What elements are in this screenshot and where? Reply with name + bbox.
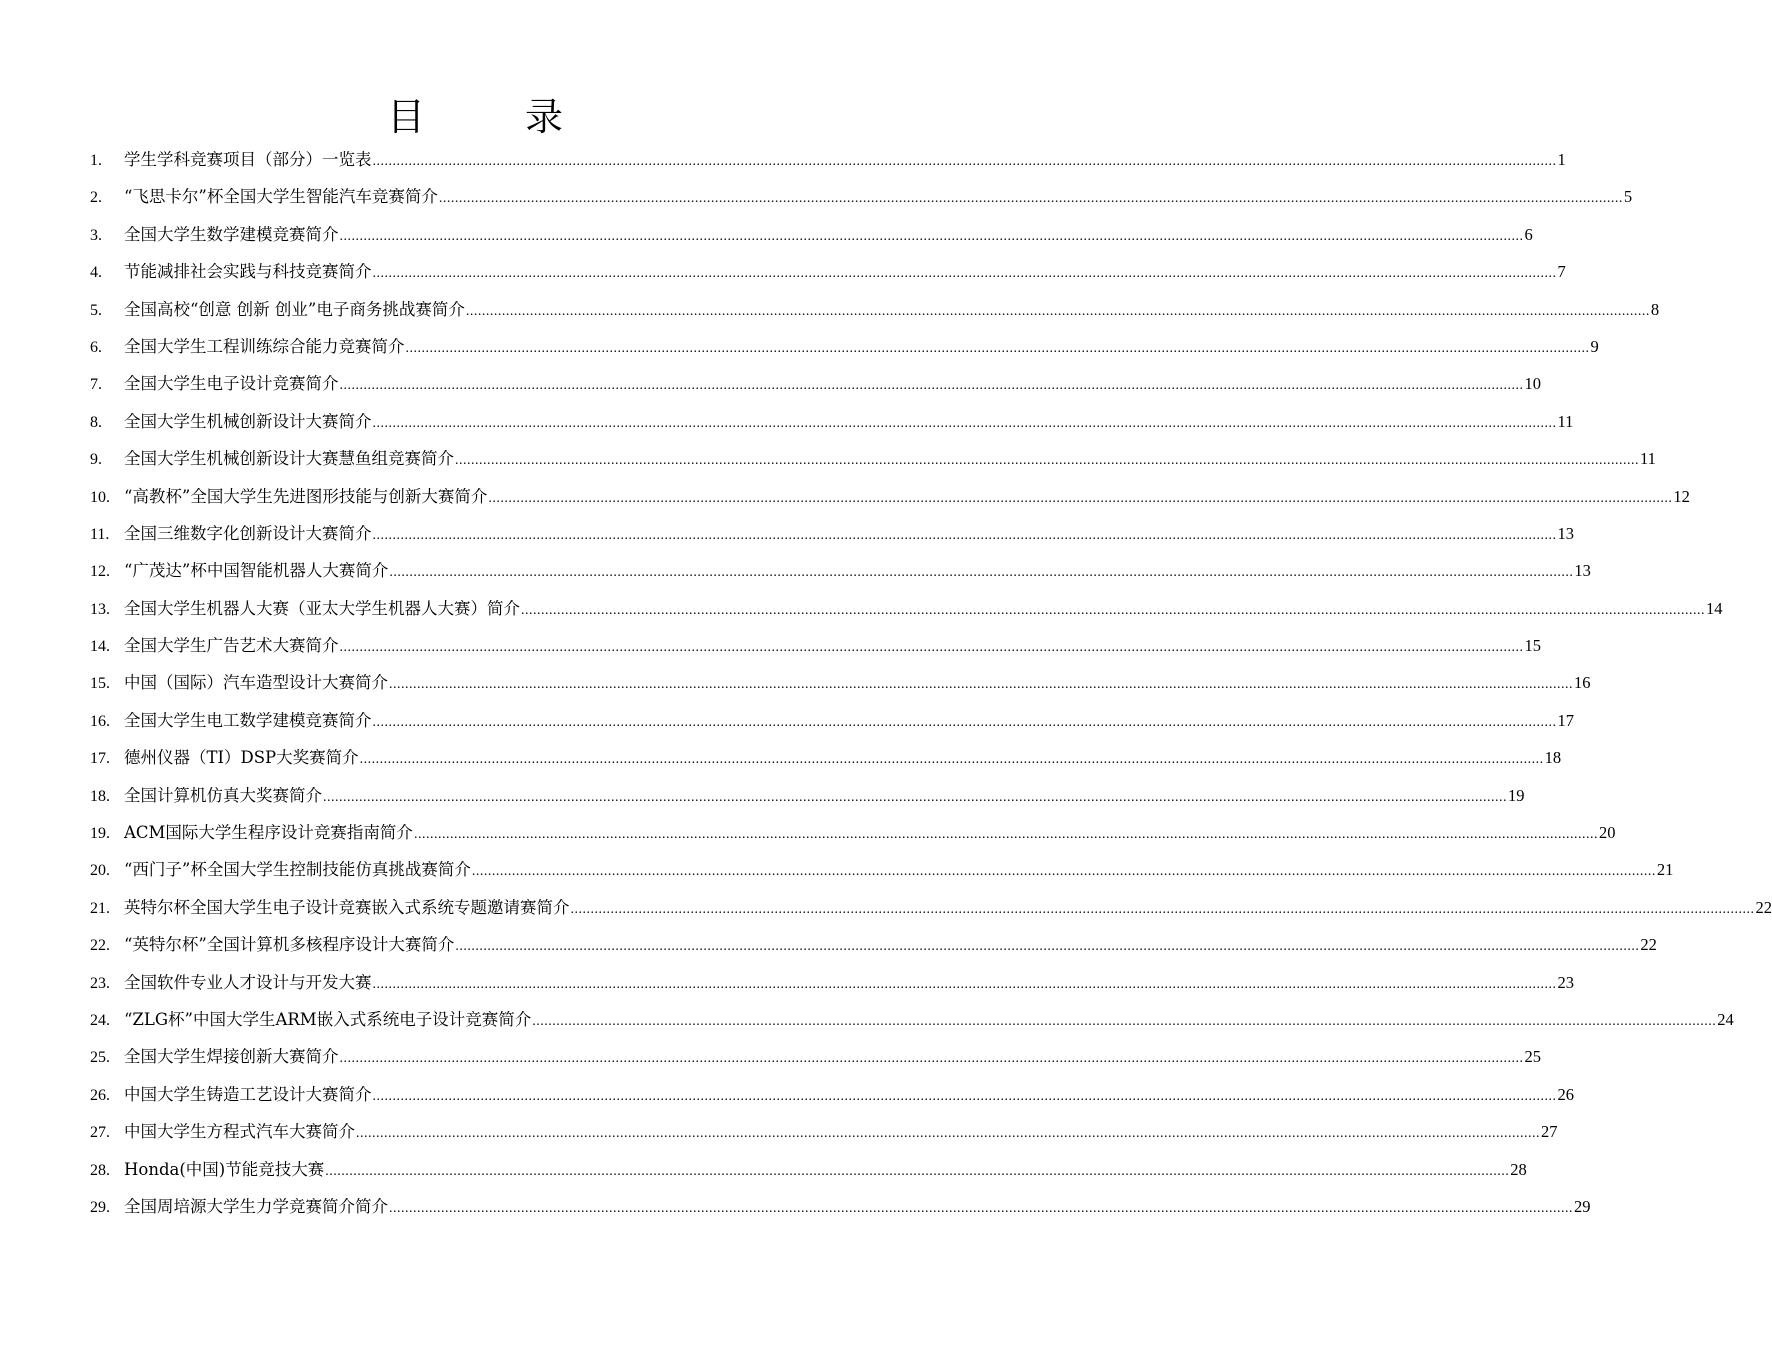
toc-entry[interactable]: [90, 664, 1591, 701]
toc-entry-page: 18: [1544, 748, 1562, 768]
toc-entry-page: 22: [1755, 897, 1772, 917]
toc-entry-number: 24.: [90, 1011, 110, 1029]
toc-entry[interactable]: [90, 889, 1772, 926]
toc-dot-leader: [532, 1003, 1716, 1040]
toc-entry-page: 9: [1590, 336, 1599, 356]
toc-entry-title[interactable]: “英特尔杯”全国计算机多核程序设计大赛简介: [124, 935, 455, 955]
toc-entry-title[interactable]: 全国大学生电工数学建模竞赛简介: [124, 710, 372, 730]
toc-entry-title[interactable]: 全国计算机仿真大奖赛简介: [124, 785, 322, 805]
toc-entry-page: 13: [1557, 523, 1574, 543]
toc-entry-title[interactable]: 全国大学生工程训练综合能力竞赛简介: [124, 336, 405, 356]
toc-entry-title[interactable]: 中国大学生方程式汽车大赛简介: [124, 1122, 355, 1142]
toc-entry-page: 6: [1524, 224, 1533, 244]
toc-entry[interactable]: [90, 440, 1656, 477]
toc-entry-page: 24: [1717, 1009, 1734, 1029]
toc-entry-number: 28.: [90, 1161, 110, 1179]
toc-entry-title[interactable]: 全国大学生电子设计竞赛简介: [124, 374, 339, 394]
title-char-1: 目: [386, 95, 425, 139]
toc-entry-title[interactable]: 全国高校“创意 创新 创业”电子商务挑战赛简介: [124, 299, 465, 319]
toc-entry-title[interactable]: 全国大学生机器人大赛（亚太大学生机器人大赛）简介: [124, 598, 520, 618]
toc-entry-page: 13: [1574, 561, 1591, 581]
toc-entry[interactable]: [90, 478, 1690, 515]
toc-dot-leader: [373, 143, 1557, 180]
toc-entry-number: 14.: [90, 638, 110, 656]
toc-entry-number: 1.: [90, 152, 102, 169]
toc-entry[interactable]: [90, 253, 1566, 290]
toc-entry-title[interactable]: 英特尔杯全国大学生电子设计竞赛嵌入式系统专题邀请赛简介: [124, 897, 570, 917]
toc-entry-title[interactable]: ACM国际大学生程序设计竞赛指南简介: [124, 823, 413, 843]
toc-entry[interactable]: [90, 216, 1533, 253]
toc-entry-title[interactable]: 学生学科竞赛项目（部分）一览表: [124, 150, 372, 169]
toc-entry-number: 6.: [90, 338, 102, 356]
toc-entry-page: 22: [1640, 935, 1657, 955]
toc-entry-number: 17.: [90, 750, 110, 768]
toc-entry-page: 1: [1557, 150, 1566, 169]
toc-entry[interactable]: [90, 1001, 1734, 1038]
toc-dot-leader: [521, 592, 1705, 629]
toc-entry[interactable]: [90, 590, 1723, 627]
toc-entry[interactable]: [90, 515, 1574, 552]
toc-dot-leader: [571, 891, 1755, 928]
toc-entry-page: 19: [1508, 785, 1525, 805]
toc-entry-title[interactable]: 全国三维数字化创新设计大赛简介: [124, 523, 372, 543]
toc-dot-leader: [389, 1190, 1573, 1227]
toc-entry-title[interactable]: 全国软件专业人才设计与开发大赛: [124, 972, 372, 992]
toc-entry-page: 5: [1623, 187, 1633, 207]
toc-entry-title[interactable]: “高教杯”全国大学生先进图形技能与创新大赛简介: [124, 486, 488, 506]
toc-entry-number: 22.: [90, 937, 110, 955]
toc-dot-leader: [389, 666, 1573, 703]
toc-entry-title[interactable]: 中国（国际）汽车造型设计大赛简介: [124, 673, 388, 693]
toc-entry-number: 13.: [90, 600, 110, 618]
toc-entry[interactable]: [90, 1113, 1558, 1150]
toc-entry-number: 2.: [90, 189, 102, 207]
toc-dot-leader: [472, 853, 1656, 890]
toc-entry[interactable]: [90, 627, 1541, 664]
toc-entry-title[interactable]: 中国大学生铸造工艺设计大赛简介: [124, 1084, 372, 1104]
toc-entry-number: 11.: [90, 525, 110, 543]
table-of-contents: [90, 141, 1772, 1225]
toc-entry-title[interactable]: “ZLG杯”中国大学生ARM嵌入式系统电子设计竞赛简介: [124, 1009, 532, 1029]
toc-entry-page: 25: [1524, 1047, 1541, 1067]
toc-entry-number: 20.: [90, 862, 110, 880]
toc-entry-page: 10: [1524, 374, 1541, 394]
toc-entry-page: 26: [1557, 1084, 1574, 1104]
toc-entry-title[interactable]: 全国大学生数学建模竞赛简介: [124, 224, 339, 244]
toc-entry[interactable]: [90, 964, 1574, 1001]
toc-entry-title[interactable]: 节能减排社会实践与科技竞赛简介: [124, 262, 372, 282]
toc-entry-page: 11: [1640, 449, 1656, 469]
toc-entry[interactable]: [90, 328, 1599, 365]
toc-entry-page: 21: [1656, 860, 1674, 880]
toc-entry-title[interactable]: 全国大学生机械创新设计大赛慧鱼组竞赛简介: [124, 449, 454, 469]
toc-entry-title[interactable]: Honda(中国)节能竞技大赛: [124, 1159, 325, 1179]
toc-entry[interactable]: [90, 291, 1660, 328]
toc-entry-number: 10.: [90, 488, 110, 506]
toc-dot-leader: [340, 367, 1524, 404]
toc-entry-page: 11: [1557, 411, 1574, 431]
toc-dot-leader: [439, 180, 1623, 217]
toc-entry[interactable]: [90, 178, 1633, 215]
toc-entry[interactable]: [90, 365, 1541, 402]
toc-dot-leader: [373, 405, 1557, 442]
toc-dot-leader: [340, 218, 1524, 255]
toc-entry[interactable]: [90, 552, 1591, 589]
toc-entry-page: 23: [1557, 972, 1574, 992]
toc-entry[interactable]: [90, 702, 1574, 739]
toc-entry[interactable]: [90, 1188, 1591, 1225]
toc-entry-title[interactable]: “飞思卡尔”杯全国大学生智能汽车竞赛简介: [124, 187, 438, 207]
toc-entry[interactable]: [90, 777, 1525, 814]
toc-entry-title[interactable]: “广茂达”杯中国智能机器人大赛简介: [124, 561, 389, 581]
toc-entry-page: 15: [1524, 636, 1541, 656]
toc-entry-number: 15.: [90, 675, 110, 693]
toc-dot-leader: [455, 928, 1639, 965]
toc-entry-number: 9.: [90, 451, 102, 469]
toc-dot-leader: [340, 629, 1524, 666]
toc-entry-title[interactable]: 德州仪器（TI）DSP大奖赛简介: [124, 748, 359, 768]
toc-dot-leader: [325, 1153, 1509, 1190]
toc-entry-page: 7: [1557, 262, 1566, 282]
toc-entry[interactable]: [90, 739, 1562, 776]
toc-entry-page: 12: [1673, 486, 1690, 506]
toc-dot-leader: [466, 293, 1650, 330]
toc-dot-leader: [360, 741, 1544, 778]
toc-entry-title[interactable]: 全国大学生广告艺术大赛简介: [124, 636, 339, 656]
toc-entry[interactable]: [90, 403, 1574, 440]
toc-entry-number: 8.: [90, 413, 102, 431]
toc-entry[interactable]: [90, 1151, 1527, 1188]
toc-dot-leader: [414, 816, 1598, 853]
toc-entry-page: 8: [1650, 299, 1660, 319]
toc-entry[interactable]: [90, 1076, 1574, 1113]
toc-entry-title[interactable]: 全国大学生焊接创新大赛简介: [124, 1047, 339, 1067]
toc-dot-leader: [340, 1040, 1524, 1077]
toc-entry-page: 27: [1541, 1122, 1558, 1142]
toc-entry-title[interactable]: 全国周培源大学生力学竞赛简介简介: [124, 1196, 388, 1216]
toc-dot-leader: [488, 480, 1672, 517]
toc-entry[interactable]: [90, 814, 1616, 851]
toc-dot-leader: [406, 330, 1590, 367]
toc-entry-number: 19.: [90, 825, 110, 843]
toc-entry-number: 3.: [90, 226, 102, 244]
toc-entry-number: 16.: [90, 712, 110, 730]
toc-entry-page: 29: [1574, 1196, 1591, 1216]
toc-dot-leader: [373, 704, 1557, 741]
toc-dot-leader: [373, 1078, 1557, 1115]
toc-entry-page: 14: [1706, 598, 1723, 618]
toc-dot-leader: [373, 966, 1557, 1003]
toc-entry-number: 4.: [90, 264, 102, 282]
toc-entry-number: 23.: [90, 974, 110, 992]
toc-entry-number: 7.: [90, 376, 102, 394]
toc-dot-leader: [389, 554, 1573, 591]
toc-dot-leader: [455, 442, 1639, 479]
toc-entry-number: 25.: [90, 1049, 110, 1067]
toc-entry[interactable]: [90, 851, 1674, 888]
toc-entry[interactable]: [90, 141, 1566, 178]
page-title: [0, 92, 950, 142]
toc-dot-leader: [356, 1115, 1540, 1152]
toc-entry-number: 26.: [90, 1086, 110, 1104]
toc-entry[interactable]: [90, 1038, 1541, 1075]
toc-entry-number: 5.: [90, 301, 102, 319]
toc-dot-leader: [373, 255, 1557, 292]
toc-entry-number: 12.: [90, 563, 110, 581]
title-char-2: 录: [525, 95, 564, 139]
toc-entry-number: 21.: [90, 899, 110, 917]
toc-entry[interactable]: [90, 926, 1657, 963]
toc-dot-leader: [373, 517, 1557, 554]
toc-entry-page: 28: [1510, 1159, 1527, 1179]
toc-entry-number: 29.: [90, 1198, 110, 1216]
toc-entry-page: 17: [1557, 710, 1574, 730]
toc-entry-page: 16: [1574, 673, 1591, 693]
toc-entry-number: 27.: [90, 1124, 110, 1142]
toc-entry-page: 20: [1598, 823, 1616, 843]
toc-entry-title[interactable]: 全国大学生机械创新设计大赛简介: [124, 411, 372, 431]
toc-entry-title[interactable]: “西门子”杯全国大学生控制技能仿真挑战赛简介: [124, 860, 471, 880]
toc-dot-leader: [323, 779, 1507, 816]
toc-entry-number: 18.: [90, 787, 110, 805]
